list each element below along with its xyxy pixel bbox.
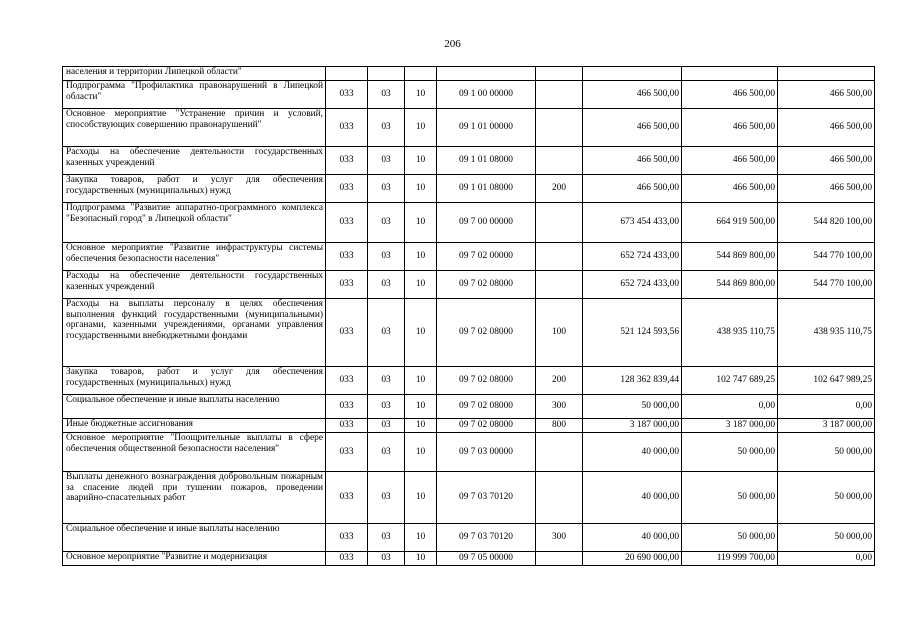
section-code-cell: 03: [368, 81, 405, 109]
amount-year2-cell: 466 500,00: [682, 147, 778, 175]
amount-year2-cell: 438 935 110,75: [682, 299, 778, 367]
amount-year2-cell: 50 000,00: [682, 524, 778, 552]
table-row: [63, 395, 875, 419]
section-code-cell: 03: [368, 524, 405, 552]
target-article-cell: 09 7 02 08000: [437, 299, 536, 367]
amount-year2-cell: 466 500,00: [682, 109, 778, 147]
section-code-cell: 03: [368, 395, 405, 419]
table-row: [63, 299, 875, 367]
section-code-cell: 03: [368, 243, 405, 271]
expense-type-cell: 800: [536, 419, 583, 433]
section-code-cell: 03: [368, 419, 405, 433]
target-article-cell: 09 1 01 00000: [437, 109, 536, 147]
table-row: [63, 81, 875, 109]
subsection-code-cell: 10: [405, 81, 437, 109]
expense-type-cell: [536, 433, 583, 472]
table-row: [63, 433, 875, 472]
subsection-code-cell: 10: [405, 524, 437, 552]
subsection-code-cell: [405, 67, 437, 81]
row-name-cell: Закупка товаров, работ и услуг для обеспечения государственных (муниципальных) нужд: [63, 175, 326, 203]
amount-year1-cell: 673 454 433,00: [583, 203, 682, 243]
subsection-code-cell: 10: [405, 271, 437, 299]
table-row: [63, 552, 875, 566]
section-code-cell: 03: [368, 147, 405, 175]
subsection-code-cell: 10: [405, 203, 437, 243]
amount-year2-cell: 102 747 689,25: [682, 367, 778, 395]
amount-year1-cell: 466 500,00: [583, 109, 682, 147]
row-name-cell: Подпрограмма "Развитие аппаратно-программного комплекса "Безопасный город" в Липецкой области": [63, 203, 326, 243]
table-row: [63, 419, 875, 433]
expense-type-cell: [536, 203, 583, 243]
section-code-cell: [368, 67, 405, 81]
target-article-cell: [437, 67, 536, 81]
row-name-cell: Основное мероприятие "Развитие и модернизация: [63, 552, 326, 566]
target-article-cell: 09 1 00 00000: [437, 81, 536, 109]
amount-year3-cell: 544 770 100,00: [778, 243, 875, 271]
table-row: [63, 109, 875, 147]
subsection-code-cell: 10: [405, 552, 437, 566]
amount-year3-cell: 50 000,00: [778, 433, 875, 472]
amount-year1-cell: 40 000,00: [583, 524, 682, 552]
budget-table-body: [63, 67, 875, 566]
target-article-cell: 09 7 03 00000: [437, 433, 536, 472]
amount-year3-cell: [778, 67, 875, 81]
ministry-code-cell: 033: [326, 419, 368, 433]
amount-year3-cell: 50 000,00: [778, 472, 875, 524]
expense-type-cell: [536, 271, 583, 299]
table-row: [63, 203, 875, 243]
amount-year2-cell: 664 919 500,00: [682, 203, 778, 243]
ministry-code-cell: 033: [326, 299, 368, 367]
section-code-cell: 03: [368, 271, 405, 299]
expense-type-cell: 100: [536, 299, 583, 367]
amount-year1-cell: 40 000,00: [583, 433, 682, 472]
expense-type-cell: [536, 81, 583, 109]
ministry-code-cell: 033: [326, 175, 368, 203]
subsection-code-cell: 10: [405, 367, 437, 395]
ministry-code-cell: [326, 67, 368, 81]
row-name-cell: Основное мероприятие "Устранение причин и условий, способствующих совершению правонарушений": [63, 109, 326, 147]
amount-year1-cell: 50 000,00: [583, 395, 682, 419]
target-article-cell: 09 1 01 08000: [437, 175, 536, 203]
expense-type-cell: 200: [536, 367, 583, 395]
expense-type-cell: [536, 109, 583, 147]
table-row: [63, 524, 875, 552]
amount-year1-cell: 652 724 433,00: [583, 243, 682, 271]
amount-year3-cell: 50 000,00: [778, 524, 875, 552]
amount-year3-cell: 544 820 100,00: [778, 203, 875, 243]
amount-year2-cell: 544 869 800,00: [682, 243, 778, 271]
amount-year2-cell: 3 187 000,00: [682, 419, 778, 433]
row-name-cell: Расходы на обеспечение деятельности государственных казенных учреждений: [63, 147, 326, 175]
amount-year3-cell: 0,00: [778, 395, 875, 419]
row-name-cell: Основное мероприятие "Развитие инфраструктуры системы обеспечения безопасности населения": [63, 243, 326, 271]
amount-year3-cell: 438 935 110,75: [778, 299, 875, 367]
amount-year3-cell: 0,00: [778, 552, 875, 566]
amount-year1-cell: 521 124 593,56: [583, 299, 682, 367]
amount-year2-cell: 50 000,00: [682, 433, 778, 472]
row-name-cell: Социальное обеспечение и иные выплаты населению: [63, 524, 326, 552]
target-article-cell: 09 7 02 08000: [437, 271, 536, 299]
amount-year1-cell: 20 690 000,00: [583, 552, 682, 566]
section-code-cell: 03: [368, 299, 405, 367]
ministry-code-cell: 033: [326, 109, 368, 147]
row-name-cell: Социальное обеспечение и иные выплаты населению: [63, 395, 326, 419]
subsection-code-cell: 10: [405, 419, 437, 433]
ministry-code-cell: 033: [326, 524, 368, 552]
subsection-code-cell: 10: [405, 472, 437, 524]
amount-year3-cell: 466 500,00: [778, 81, 875, 109]
ministry-code-cell: 033: [326, 203, 368, 243]
amount-year2-cell: 0,00: [682, 395, 778, 419]
amount-year2-cell: 466 500,00: [682, 81, 778, 109]
table-row: [63, 243, 875, 271]
ministry-code-cell: 033: [326, 243, 368, 271]
section-code-cell: 03: [368, 109, 405, 147]
ministry-code-cell: 033: [326, 552, 368, 566]
amount-year2-cell: [682, 67, 778, 81]
target-article-cell: 09 7 05 00000: [437, 552, 536, 566]
amount-year2-cell: 50 000,00: [682, 472, 778, 524]
amount-year1-cell: 128 362 839,44: [583, 367, 682, 395]
subsection-code-cell: 10: [405, 243, 437, 271]
target-article-cell: 09 7 03 70120: [437, 472, 536, 524]
section-code-cell: 03: [368, 367, 405, 395]
ministry-code-cell: 033: [326, 472, 368, 524]
amount-year1-cell: 466 500,00: [583, 81, 682, 109]
subsection-code-cell: 10: [405, 109, 437, 147]
target-article-cell: 09 1 01 08000: [437, 147, 536, 175]
expense-type-cell: 300: [536, 395, 583, 419]
amount-year3-cell: 102 647 989,25: [778, 367, 875, 395]
ministry-code-cell: 033: [326, 395, 368, 419]
amount-year2-cell: 119 999 700,00: [682, 552, 778, 566]
budget-table: [62, 66, 875, 566]
amount-year3-cell: 3 187 000,00: [778, 419, 875, 433]
section-code-cell: 03: [368, 472, 405, 524]
amount-year3-cell: 466 500,00: [778, 109, 875, 147]
table-row: [63, 67, 875, 81]
expense-type-cell: [536, 552, 583, 566]
subsection-code-cell: 10: [405, 175, 437, 203]
expense-type-cell: [536, 472, 583, 524]
ministry-code-cell: 033: [326, 81, 368, 109]
expense-type-cell: 300: [536, 524, 583, 552]
row-name-cell: Закупка товаров, работ и услуг для обеспечения государственных (муниципальных) нужд: [63, 367, 326, 395]
section-code-cell: 03: [368, 433, 405, 472]
target-article-cell: 09 7 00 00000: [437, 203, 536, 243]
amount-year1-cell: 3 187 000,00: [583, 419, 682, 433]
amount-year1-cell: 652 724 433,00: [583, 271, 682, 299]
row-name-cell: Выплаты денежного вознаграждения добровольным пожарным за спасение людей при тушении пожаров, проведении аварийно-спасательных работ: [63, 472, 326, 524]
ministry-code-cell: 033: [326, 433, 368, 472]
expense-type-cell: 200: [536, 175, 583, 203]
amount-year1-cell: 40 000,00: [583, 472, 682, 524]
table-row: [63, 271, 875, 299]
row-name-cell: Иные бюджетные ассигнования: [63, 419, 326, 433]
amount-year3-cell: 466 500,00: [778, 147, 875, 175]
subsection-code-cell: 10: [405, 395, 437, 419]
amount-year1-cell: 466 500,00: [583, 175, 682, 203]
row-name-cell: населения и территории Липецкой области": [63, 67, 326, 81]
table-row: [63, 472, 875, 524]
target-article-cell: 09 7 02 08000: [437, 395, 536, 419]
table-row: [63, 175, 875, 203]
section-code-cell: 03: [368, 175, 405, 203]
target-article-cell: 09 7 02 08000: [437, 419, 536, 433]
amount-year2-cell: 466 500,00: [682, 175, 778, 203]
row-name-cell: Расходы на обеспечение деятельности государственных казенных учреждений: [63, 271, 326, 299]
row-name-cell: Расходы на выплаты персоналу в целях обеспечения выполнения функций государственными (муниципальными) органами, казенными учреждениями, органами управления государственными внебюджетными фондами: [63, 299, 326, 367]
page-number: 206: [444, 38, 461, 50]
ministry-code-cell: 033: [326, 147, 368, 175]
subsection-code-cell: 10: [405, 147, 437, 175]
amount-year1-cell: [583, 67, 682, 81]
amount-year3-cell: 544 770 100,00: [778, 271, 875, 299]
expense-type-cell: [536, 147, 583, 175]
row-name-cell: Подпрограмма "Профилактика правонарушений в Липецкой области": [63, 81, 326, 109]
expense-type-cell: [536, 243, 583, 271]
ministry-code-cell: 033: [326, 271, 368, 299]
target-article-cell: 09 7 02 08000: [437, 367, 536, 395]
row-name-cell: Основное мероприятие "Поощрительные выплаты в сфере обеспечения общественной безопасности населения": [63, 433, 326, 472]
amount-year3-cell: 466 500,00: [778, 175, 875, 203]
section-code-cell: 03: [368, 552, 405, 566]
table-row: [63, 147, 875, 175]
ministry-code-cell: 033: [326, 367, 368, 395]
section-code-cell: 03: [368, 203, 405, 243]
subsection-code-cell: 10: [405, 433, 437, 472]
expense-type-cell: [536, 67, 583, 81]
target-article-cell: 09 7 03 70120: [437, 524, 536, 552]
target-article-cell: 09 7 02 00000: [437, 243, 536, 271]
amount-year2-cell: 544 869 800,00: [682, 271, 778, 299]
table-row: [63, 367, 875, 395]
amount-year1-cell: 466 500,00: [583, 147, 682, 175]
subsection-code-cell: 10: [405, 299, 437, 367]
